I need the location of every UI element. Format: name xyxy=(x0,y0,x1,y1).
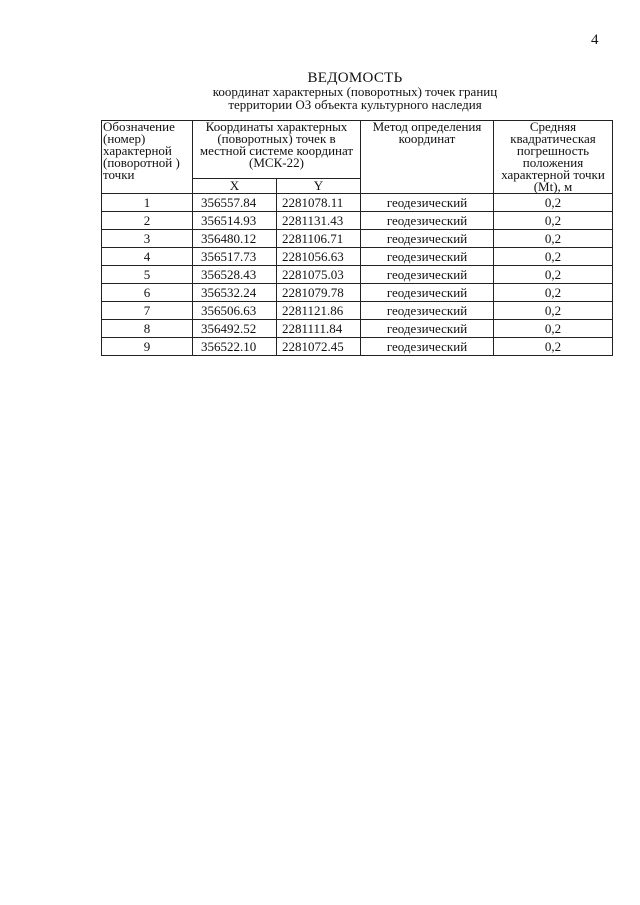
cell-y: 2281106.71 xyxy=(277,230,361,248)
cell-error: 0,2 xyxy=(494,320,613,338)
table-header-row xyxy=(102,121,613,179)
cell-x: 356517.73 xyxy=(193,248,277,266)
page-number: 4 xyxy=(591,32,599,48)
cell-point-number: 3 xyxy=(102,230,193,248)
table-row xyxy=(102,338,613,356)
header-y: Y xyxy=(277,179,361,194)
cell-point-number: 1 xyxy=(102,194,193,212)
cell-x: 356528.43 xyxy=(193,266,277,284)
cell-y: 2281111.84 xyxy=(277,320,361,338)
cell-error: 0,2 xyxy=(494,230,613,248)
cell-point-number: 2 xyxy=(102,212,193,230)
header-point: Обозначение (номер) характерной (поворотной ) точки xyxy=(102,121,193,194)
cell-x: 356480.12 xyxy=(193,230,277,248)
cell-point-number: 6 xyxy=(102,284,193,302)
table-row xyxy=(102,212,613,230)
header-x: X xyxy=(193,179,277,194)
cell-x: 356522.10 xyxy=(193,338,277,356)
table-row xyxy=(102,320,613,338)
cell-method: геодезический xyxy=(361,284,494,302)
table-body xyxy=(102,194,613,356)
cell-method: геодезический xyxy=(361,248,494,266)
header-coordinates: Координаты характерных (поворотных) точек в местной системе координат (МСК-22) xyxy=(193,121,361,179)
cell-y: 2281121.86 xyxy=(277,302,361,320)
cell-x: 356532.24 xyxy=(193,284,277,302)
cell-x: 356506.63 xyxy=(193,302,277,320)
coordinates-table xyxy=(101,120,613,356)
cell-point-number: 4 xyxy=(102,248,193,266)
cell-method: геодезический xyxy=(361,320,494,338)
cell-error: 0,2 xyxy=(494,194,613,212)
cell-method: геодезический xyxy=(361,230,494,248)
cell-y: 2281131.43 xyxy=(277,212,361,230)
cell-y: 2281072.45 xyxy=(277,338,361,356)
header-error: Средняя квадратическая погрешность положения характерной точки (Mt), м xyxy=(494,121,613,194)
cell-x: 356557.84 xyxy=(193,194,277,212)
table-row xyxy=(102,194,613,212)
cell-y: 2281078.11 xyxy=(277,194,361,212)
cell-method: геодезический xyxy=(361,212,494,230)
cell-point-number: 5 xyxy=(102,266,193,284)
cell-y: 2281075.03 xyxy=(277,266,361,284)
cell-error: 0,2 xyxy=(494,266,613,284)
document-subtitle-line1: координат характерных (поворотных) точек границ xyxy=(212,84,498,99)
cell-error: 0,2 xyxy=(494,302,613,320)
cell-y: 2281079.78 xyxy=(277,284,361,302)
cell-error: 0,2 xyxy=(494,338,613,356)
cell-point-number: 8 xyxy=(102,320,193,338)
title-block xyxy=(100,72,610,111)
header-method: Метод определения координат xyxy=(361,121,494,194)
cell-method: геодезический xyxy=(361,194,494,212)
table-row xyxy=(102,302,613,320)
cell-error: 0,2 xyxy=(494,248,613,266)
cell-method: геодезический xyxy=(361,266,494,284)
cell-x: 356514.93 xyxy=(193,212,277,230)
cell-error: 0,2 xyxy=(494,212,613,230)
cell-method: геодезический xyxy=(361,302,494,320)
table-row xyxy=(102,248,613,266)
cell-point-number: 7 xyxy=(102,302,193,320)
cell-method: геодезический xyxy=(361,338,494,356)
document-title: ВЕДОМОСТЬ xyxy=(307,70,403,86)
document-subtitle-line2: территории ОЗ объекта культурного наследия xyxy=(228,97,482,112)
table-row xyxy=(102,266,613,284)
cell-point-number: 9 xyxy=(102,338,193,356)
table-row xyxy=(102,284,613,302)
table-row xyxy=(102,230,613,248)
cell-x: 356492.52 xyxy=(193,320,277,338)
cell-y: 2281056.63 xyxy=(277,248,361,266)
cell-error: 0,2 xyxy=(494,284,613,302)
